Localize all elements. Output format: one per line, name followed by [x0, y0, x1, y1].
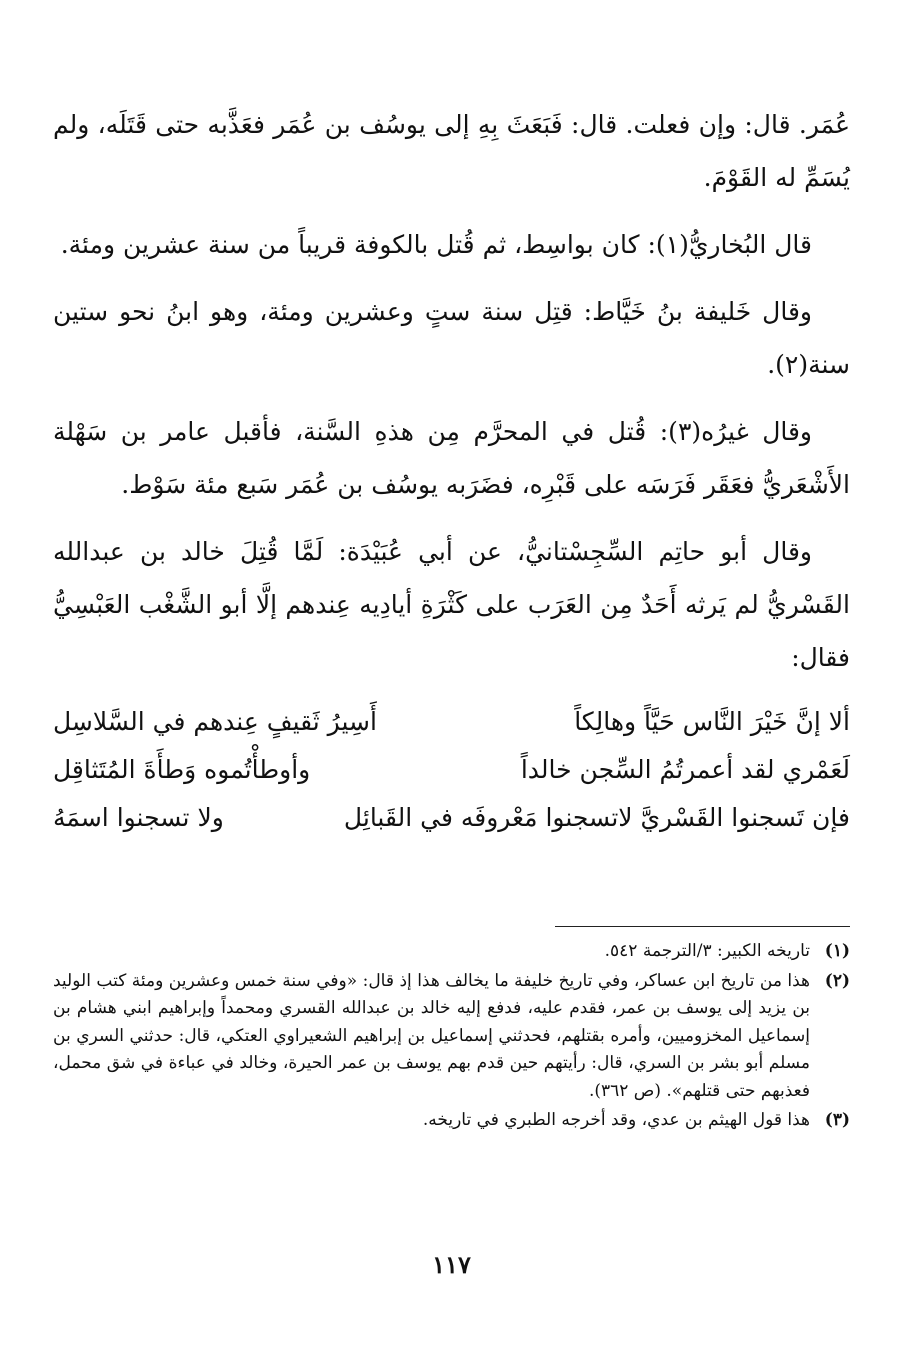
- footnote: [53, 938, 850, 966]
- verse-second-hemistich: وأوطأْتُموه وَطأَةَ المُتَثاقِل: [53, 755, 311, 784]
- footnote-text: تاريخه الكبير: ٣/الترجمة ٥٤٢.: [604, 941, 810, 961]
- paragraph: عُمَر. قال: وإن فعلت. قال: فَبَعَثَ بِهِ إلى يوسُف بن عُمَر فعَذَّبه حتى قَتَلَه، ولم يُسَمِّ له القَوْمَ.: [53, 110, 850, 192]
- paragraph: وقال أبو حاتِم السِّجِسْتانيُّ، عن أبي عُبَيْدَة: لَمَّا قُتِلَ خالد بن عبدالله القَسْريُّ لم يَرثه أَحَدٌ مِن العَرَب على كَثْرَةِ أيادِيه عِندهم إلَّا أبو الشَّغْب العَبْسِيُّ فقال:: [53, 537, 850, 672]
- footnote: [53, 968, 850, 1106]
- footnote-number: (١): [824, 941, 850, 961]
- footnote-divider: [555, 926, 850, 927]
- footnote-text: هذا قول الهيثم بن عدي، وقد أخرجه الطبري في تاريخه.: [422, 1110, 810, 1130]
- footnote: [53, 1107, 850, 1135]
- footnotes: [53, 938, 850, 1137]
- paragraph: وقال غيرُه(٣): قُتل في المحرَّم مِن هذهِ السَّنة، فأقبل عامر بن سَهْلة الأَشْعَريُّ فعَقَر فَرَسَه على قَبْرِه، فضَرَبه يوسُف بن عُمَر سَبع مئة سَوْط.: [53, 417, 850, 499]
- verse-line: [53, 794, 850, 842]
- paragraph: وقال خَليفة بنُ خَيَّاط: قتِل سنة ستٍ وعشرين ومئة، وهو ابنُ نحو ستين سنة(٢).: [53, 297, 850, 379]
- paragraph: قال البُخاريُّ(١): كان بواسِط، ثم قُتل بالكوفة قريباً من سنة عشرين ومئة.: [60, 230, 812, 259]
- verse-second-hemistich: أَسِيرُ ثَقيفٍ عِندهم في السَّلاسِل: [53, 707, 377, 736]
- verse-first-hemistich: لَعَمْري لقد أعمرتُمُ السِّجن خالداً: [520, 755, 850, 784]
- verse-first-hemistich: ألا إنَّ خَيْرَ النَّاس حَيَّاً وهالِكاً: [574, 707, 850, 736]
- verse-line: [53, 746, 850, 794]
- verse-first-hemistich: فإن تَسجنوا القَسْريَّ لاتسجنوا مَعْروفَه في القَبائِل: [343, 803, 850, 832]
- verse-second-hemistich: ولا تسجنوا اسمَهُ: [53, 803, 224, 832]
- footnote-number: (٣): [824, 1110, 850, 1130]
- footnote-number: (٢): [824, 970, 850, 991]
- page-number: ١١٧: [432, 1250, 471, 1279]
- poem: [53, 698, 850, 842]
- main-text: [53, 98, 850, 842]
- footnote-text: هذا من تاريخ ابن عساكر، وفي تاريخ خليفة ما يخالف هذا إذ قال: «وفي سنة خمس وعشرين ومئة كتب الوليد بن يزيد إلى يوسف بن عمر، فقدم عليه، فدفع إليه خالد بن عبدالله القسري ومحمداً وإبراهيم ابني هشام بن إسماعيل المخزوميين، وأمره بقتلهم، فحدثني إسماعيل بن إبراهيم الشعيراوي العتكي، قال: حدثني السري بن مسلم أبو بشر بن السري، قال: رأيتهم حين قدم بهم يوسف بن عمر الحيرة، وخالد في عباءة في شق محمل، فعذبهم حتى قتلهم». (ص ٣٦٢).: [53, 970, 810, 1101]
- verse-line: [53, 698, 850, 746]
